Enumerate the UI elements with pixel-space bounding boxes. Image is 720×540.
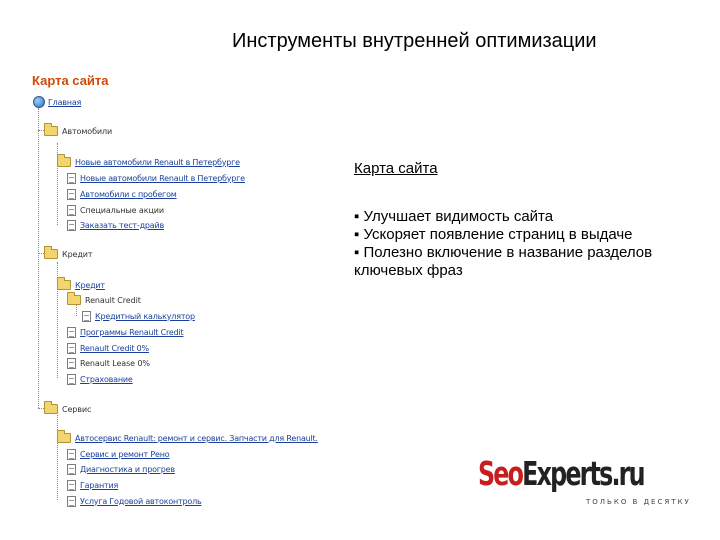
sitemap-link[interactable]: Сервис и ремонт Рено: [80, 449, 170, 459]
sitemap-item[interactable]: [67, 357, 150, 369]
sitemap-item[interactable]: [67, 188, 177, 200]
sitemap-tree: [0, 0, 340, 540]
sitemap-title: Карта сайта: [32, 73, 109, 88]
sitemap-group-cars[interactable]: [44, 125, 112, 137]
sitemap-link[interactable]: Специальные акции: [80, 205, 165, 215]
sitemap-item[interactable]: [57, 279, 105, 291]
folder-icon: [67, 295, 81, 305]
sitemap-item[interactable]: [67, 219, 164, 231]
logo-part-seo: Seo: [478, 454, 523, 493]
page-icon: [67, 327, 76, 338]
panel-title: Карта сайта: [354, 160, 438, 177]
logo-wordmark: [478, 454, 644, 493]
folder-icon: [44, 404, 58, 414]
page-icon: [82, 311, 91, 322]
folder-icon: [44, 249, 58, 259]
sitemap-link[interactable]: Новые автомобили Renault в Петербурге: [80, 173, 245, 183]
page-icon: [67, 374, 76, 385]
bullet-item: ▪ Полезно включение в название разделов ключевых фраз: [354, 244, 653, 279]
globe-icon: [33, 96, 45, 108]
sitemap-link[interactable]: Услуга Годовой автоконтроль: [80, 496, 202, 506]
page-icon: [67, 449, 76, 460]
tree-line: [38, 108, 39, 408]
page-icon: [67, 480, 76, 491]
sitemap-item[interactable]: [67, 342, 149, 354]
sitemap-link[interactable]: Новые автомобили Renault в Петербурге: [75, 157, 240, 167]
sitemap-link[interactable]: Диагностика и прогрев: [80, 464, 175, 474]
sitemap-link[interactable]: Renault Credit 0%: [80, 343, 149, 353]
group-label: Автомобили: [62, 126, 113, 136]
sitemap-group-credit[interactable]: [44, 248, 92, 260]
group-label: Кредит: [62, 249, 93, 259]
sitemap-link[interactable]: Renault Lease 0%: [80, 358, 150, 368]
page-icon: [67, 189, 76, 200]
sitemap-link[interactable]: Renault Credit: [85, 295, 141, 305]
page-icon: [67, 173, 76, 184]
sitemap-group-service[interactable]: [44, 403, 91, 415]
bullet-item: ▪ Улучшает видимость сайта: [354, 208, 554, 225]
sitemap-item[interactable]: [67, 172, 245, 184]
seoexperts-logo: [478, 454, 691, 511]
sitemap-item[interactable]: [67, 204, 164, 216]
sitemap-root-label[interactable]: Главная: [48, 97, 82, 107]
sitemap-link[interactable]: Программы Renault Credit: [80, 327, 184, 337]
page-icon: [67, 205, 76, 216]
logo-tagline: ТОЛЬКО В ДЕСЯТКУ: [586, 498, 691, 506]
sitemap-item[interactable]: [67, 495, 202, 507]
sitemap-item[interactable]: [82, 310, 195, 322]
sitemap-item[interactable]: [67, 294, 141, 306]
sitemap-item[interactable]: [67, 479, 118, 491]
folder-icon: [57, 157, 71, 167]
sitemap-item[interactable]: [67, 463, 175, 475]
folder-icon: [44, 126, 58, 136]
tree-line: [57, 415, 58, 500]
sitemap-link[interactable]: Заказать тест-драйв: [80, 220, 164, 230]
sitemap-link[interactable]: Страхование: [80, 374, 133, 384]
slide-title: Инструменты внутренней оптимизации: [232, 30, 597, 52]
sitemap-link[interactable]: Кредит: [75, 280, 105, 290]
sitemap-item[interactable]: [67, 326, 183, 338]
page-icon: [67, 496, 76, 507]
sitemap-link[interactable]: Гарантия: [80, 480, 119, 490]
page-icon: [67, 358, 76, 369]
sitemap-link[interactable]: Автосервис Renault: ремонт и сервис. Запчасти для Renault.: [75, 433, 318, 443]
info-panel: [354, 160, 654, 280]
sitemap-item[interactable]: [57, 156, 240, 168]
sitemap-link[interactable]: Автомобили с пробегом: [80, 189, 177, 199]
bullet-item: ▪ Ускоряет появление страниц в выдаче: [354, 226, 633, 243]
group-label: Сервис: [62, 404, 92, 414]
folder-icon: [57, 280, 71, 290]
sitemap-item[interactable]: [67, 373, 133, 385]
sitemap-item[interactable]: [57, 432, 318, 444]
sitemap-root[interactable]: [33, 96, 81, 108]
folder-icon: [57, 433, 71, 443]
sitemap-link[interactable]: Кредитный калькулятор: [95, 311, 195, 321]
page-icon: [67, 343, 76, 354]
page-icon: [67, 220, 76, 231]
page-icon: [67, 464, 76, 475]
logo-part-experts: Experts.ru: [522, 454, 644, 493]
sitemap-item[interactable]: [67, 448, 169, 460]
